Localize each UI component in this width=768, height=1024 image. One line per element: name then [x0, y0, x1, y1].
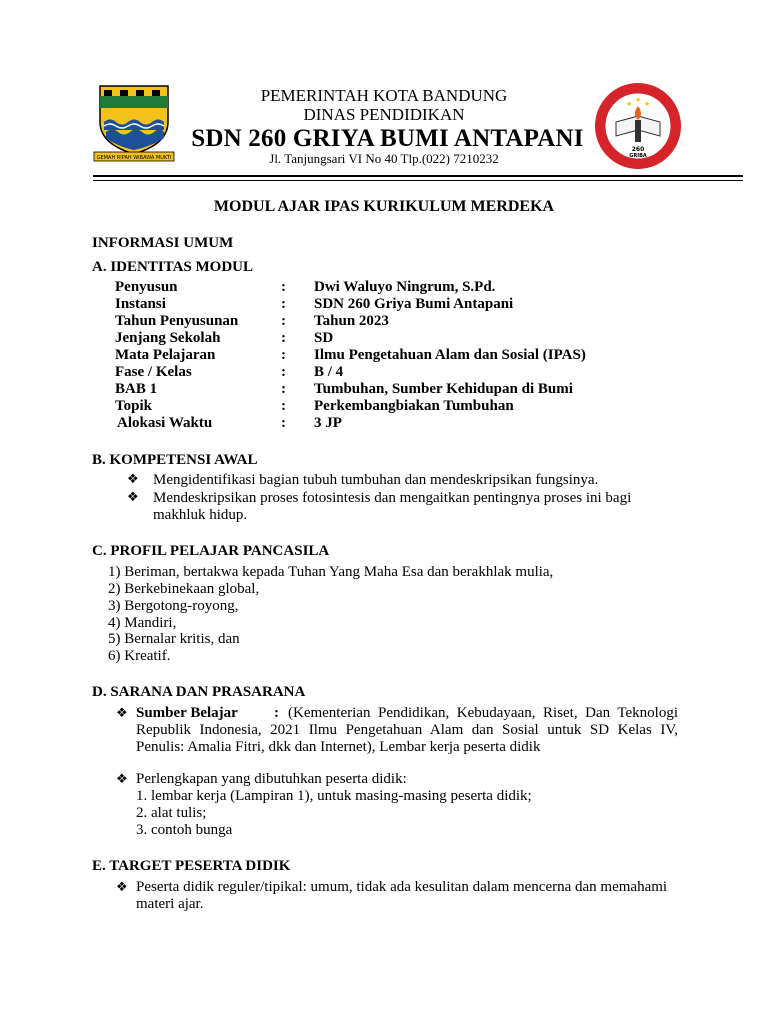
profil-item: 4) Mandiri,: [108, 615, 177, 631]
svg-text:★: ★: [626, 100, 633, 108]
identitas-colon: :: [281, 347, 286, 363]
section-informasi-umum: INFORMASI UMUM: [92, 235, 234, 251]
sumber-belajar-text: Penulis: Amalia Fitri, dkk dan Internet), Lembar kerja peserta didik: [136, 739, 541, 755]
government-name: PEMERINTAH KOTA BANDUNG: [260, 86, 508, 105]
identitas-colon: :: [281, 313, 286, 329]
profil-item: 3) Bergotong-royong,: [108, 598, 239, 614]
identitas-label: BAB 1: [115, 381, 158, 397]
section-target-heading: E. TARGET PESERTA DIDIK: [92, 858, 291, 874]
identitas-label: Instansi: [115, 296, 166, 312]
identitas-colon: :: [281, 296, 286, 312]
identitas-label: Topik: [115, 398, 152, 414]
svg-text:260: 260: [631, 146, 645, 153]
kompetensi-item: Mengidentifikasi bagian tubuh tumbuhan dan mendeskripsikan fungsinya.: [153, 472, 599, 488]
identitas-label: Fase / Kelas: [115, 364, 192, 380]
identitas-value: Ilmu Pengetahuan Alam dan Sosial (IPAS): [314, 347, 586, 363]
section-identitas-heading: A. IDENTITAS MODUL: [92, 259, 253, 275]
diamond-bullet-icon: ❖: [116, 880, 128, 895]
perlengkapan-item: 1. lembar kerja (Lampiran 1), untuk masing-masing peserta didik;: [136, 788, 532, 804]
sumber-belajar-label: Sumber Belajar: [136, 705, 238, 721]
sumber-belajar-colon: :: [274, 705, 279, 721]
identitas-label: Penyusun: [115, 279, 178, 295]
department-name: DINAS PENDIDIKAN: [303, 105, 465, 124]
diamond-bullet-icon: ❖: [116, 706, 128, 721]
perlengkapan-item: 2. alat tulis;: [136, 805, 207, 821]
sumber-belajar-text: (Kementerian Pendidikan, Kebudayaan, Riset, Dan Teknologi: [288, 705, 678, 721]
profil-item: 1) Beriman, bertakwa kepada Tuhan Yang Maha Esa dan berakhlak mulia,: [108, 564, 554, 580]
section-kompetensi-heading: B. KOMPETENSI AWAL: [92, 452, 258, 468]
identitas-value: SD: [314, 330, 334, 346]
svg-text:GEMAH RIPAH WIBAWA MUKTI: GEMAH RIPAH WIBAWA MUKTI: [96, 155, 172, 161]
target-text-continuation: materi ajar.: [136, 896, 204, 912]
perlengkapan-item: 3. contoh bunga: [136, 822, 233, 838]
sumber-belajar-text: Republik Indonesia, 2021 Ilmu Pengetahuan Alam dan Sosial untuk SD Kelas IV,: [136, 722, 678, 738]
section-profil-heading: C. PROFIL PELAJAR PANCASILA: [92, 543, 330, 559]
identitas-colon: :: [281, 398, 286, 414]
profil-item: 2) Berkebinekaan global,: [108, 581, 260, 597]
perlengkapan-text: Perlengkapan yang dibutuhkan peserta didik:: [136, 771, 407, 787]
letterhead-rule-thin: [93, 180, 743, 181]
profil-item: 6) Kreatif.: [108, 648, 171, 664]
identitas-label: Tahun Penyusunan: [115, 313, 239, 329]
identitas-colon: :: [281, 415, 286, 431]
svg-text:★: ★: [644, 100, 651, 108]
school-name: SDN 260 GRIYA BUMI ANTAPANI: [191, 125, 584, 152]
identitas-colon: :: [281, 381, 286, 397]
identitas-colon: :: [281, 330, 286, 346]
identitas-value: Dwi Waluyo Ningrum, S.Pd.: [314, 279, 496, 295]
diamond-bullet-icon: ❖: [127, 490, 139, 505]
kompetensi-item-continuation: makhluk hidup.: [153, 507, 248, 523]
svg-text:GRIBA: GRIBA: [629, 153, 647, 159]
document-title: MODUL AJAR IPAS KURIKULUM MERDEKA: [213, 198, 555, 215]
diamond-bullet-icon: ❖: [116, 772, 128, 787]
identitas-value: Tahun 2023: [314, 313, 389, 329]
svg-text:★: ★: [635, 96, 642, 104]
target-text: Peserta didik reguler/tipikal: umum, tidak ada kesulitan dalam mencerna dan memahami: [136, 879, 668, 895]
identitas-colon: :: [281, 364, 286, 380]
profil-item: 5) Bernalar kritis, dan: [108, 631, 240, 647]
kompetensi-item: Mendeskripsikan proses fotosintesis dan mengaitkan pentingnya proses ini bagi: [153, 490, 632, 506]
identitas-value: Tumbuhan, Sumber Kehidupan di Bumi: [314, 381, 573, 397]
identitas-value: 3 JP: [314, 415, 342, 431]
letterhead-rule: [93, 175, 743, 177]
school-address: Jl. Tanjungsari VI No 40 Tlp.(022) 7210232: [269, 151, 499, 166]
section-sarana-heading: D. SARANA DAN PRASARANA: [92, 684, 306, 700]
identitas-value: SDN 260 Griya Bumi Antapani: [314, 296, 514, 312]
identitas-value: B / 4: [314, 364, 344, 380]
identitas-label: Mata Pelajaran: [115, 347, 216, 363]
identitas-label: Jenjang Sekolah: [115, 330, 221, 346]
identitas-colon: :: [281, 279, 286, 295]
identitas-label: Alokasi Waktu: [117, 415, 213, 431]
diamond-bullet-icon: ❖: [127, 472, 139, 487]
identitas-value: Perkembangbiakan Tumbuhan: [314, 398, 514, 414]
